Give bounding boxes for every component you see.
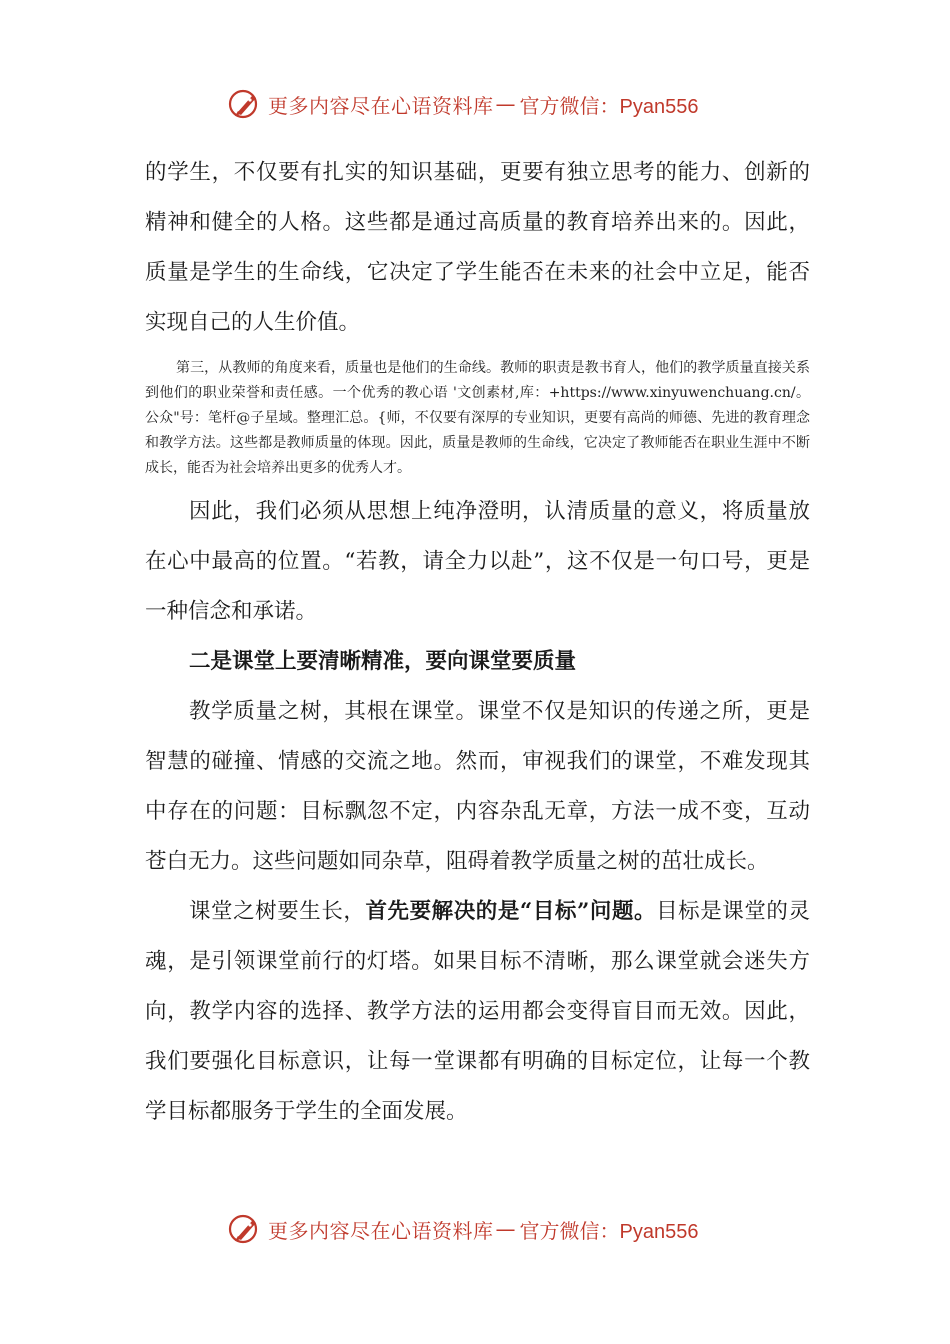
paragraph-conclusion: 因此，我们必须从思想上纯净澄明，认清质量的意义，将质量放在心中最高的位置。“若教，请全力以赴”，这不仅是一句口号，更是一种信念和承诺。 — [145, 499, 810, 624]
section-heading: 二是课堂上要清晰精准，要向课堂要质量 — [189, 649, 577, 674]
goals-rest: 目标是课堂的灵魂，是引领课堂前行的灯塔。如果目标不清晰，那么课堂就会迷失方向，教学内容的选择、教学方法的运用都会变得盲目而无效。因此，我们要强化目标意识，让每一堂课都有明确的目标定位，让每一个教学目标都服务于学生的全面发展。 — [145, 899, 810, 1124]
paragraph-teachers: 第三，从教师的角度来看，质量也是他们的生命线。教师的职责是教书育人，他们的教学质量直接关系到他们的职业荣誉和责任感。一个优秀的教心语 '文创素材,库：+https://www.xinyuwenchuang.cn/。公众"号：笔杆@子星域。整理汇总。{师，不仅要有深厚的专业知识，更要有高尚的师德、先进的教育理念和教学方法。这些都是教师质量的体现。因此，质量是教师的生命线，它决定了教师能否在职业生涯中不断成长，能否为社会培养出更多的优秀人才。 — [145, 360, 810, 476]
document-body — [145, 148, 810, 1137]
goals-bold: 首先要解决的是“目标”问题。 — [365, 899, 657, 924]
paragraph-students: 的学生，不仅要有扎实的知识基础，更要有独立思考的能力、创新的精神和健全的人格。这些都是通过高质量的教育培养出来的。因此，质量是学生的生命线，它决定了学生能否在未来的社会中立足，能否实现自己的人生价值。 — [145, 160, 810, 335]
banner-separator: — — [495, 1217, 516, 1241]
banner-text: 更多内容尽在心语资料库 — [268, 93, 494, 118]
footer-watermark-banner — [228, 1209, 748, 1249]
banner-separator: — — [495, 92, 516, 116]
header-watermark-banner — [228, 84, 748, 124]
banner-text: 更多内容尽在心语资料库 — [268, 1218, 494, 1243]
paragraph-goals — [145, 887, 810, 1137]
pen-nib-icon — [228, 1212, 262, 1246]
paragraph-classroom: 教学质量之树，其根在课堂。课堂不仅是知识的传递之所，更是智慧的碰撞、情感的交流之地。然而，审视我们的课堂，不难发现其中存在的问题：目标飘忽不定，内容杂乱无章，方法一成不变，互动苍白无力。这些问题如同杂草，阻碍着教学质量之树的茁壮成长。 — [145, 699, 810, 874]
goals-intro: 课堂之树要生长， — [189, 899, 366, 924]
pen-nib-icon — [228, 87, 262, 121]
banner-wechat: 官方微信：Pyan556 — [519, 95, 699, 118]
banner-wechat: 官方微信：Pyan556 — [519, 1220, 699, 1243]
